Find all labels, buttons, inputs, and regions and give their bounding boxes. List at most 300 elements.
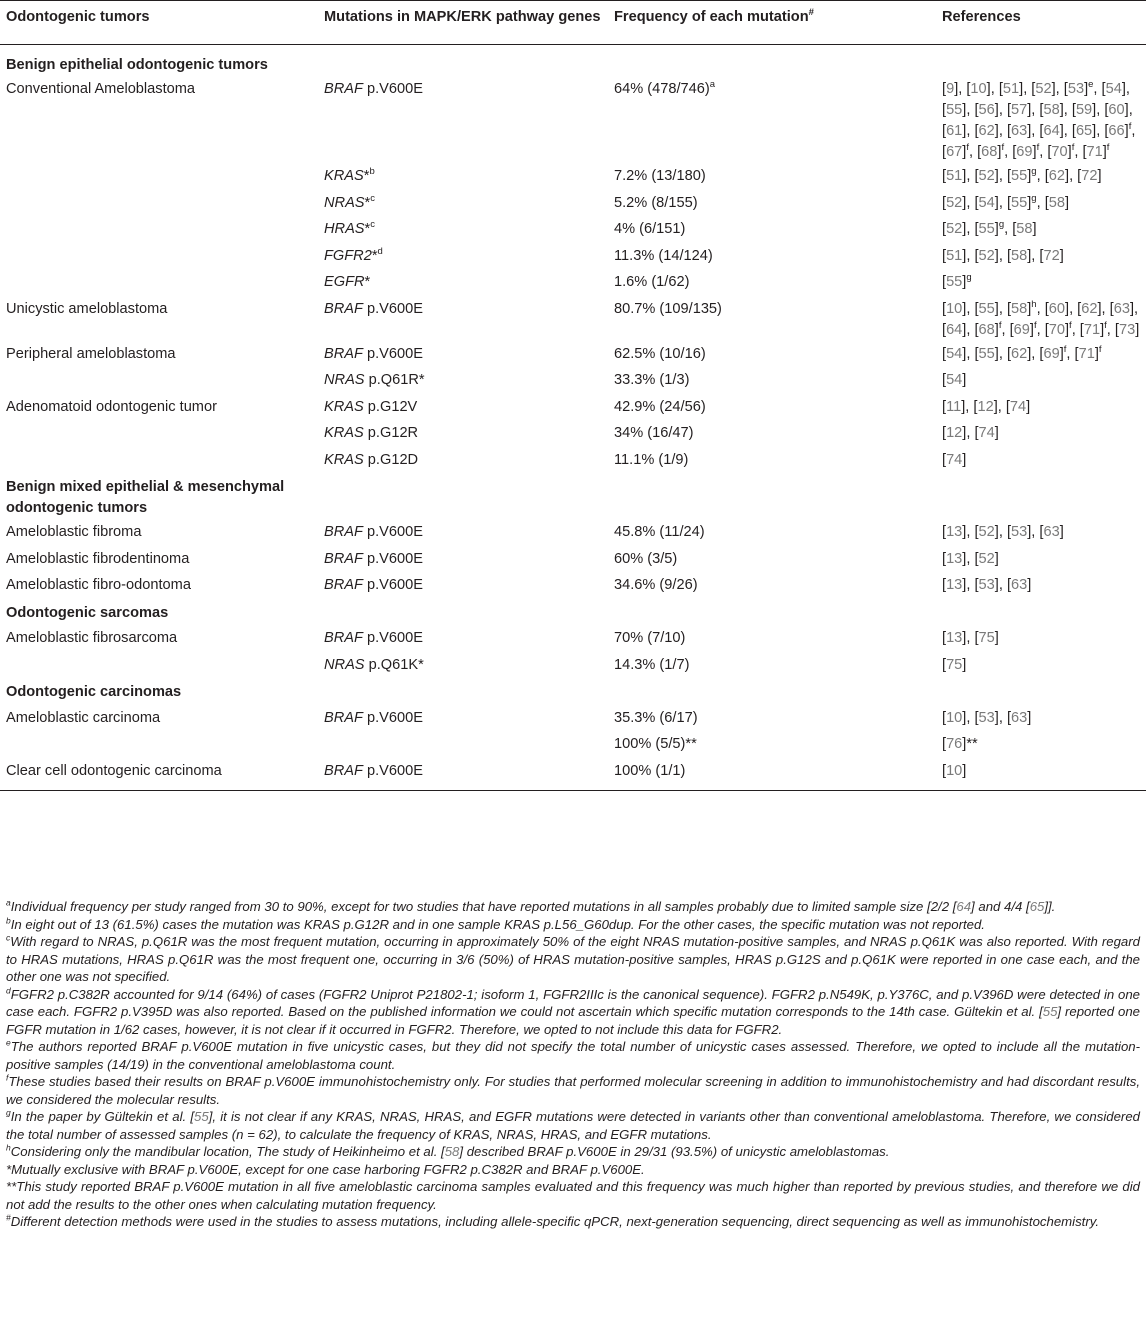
- reference: [75]: [974, 630, 999, 646]
- reference: [62]: [1044, 168, 1070, 184]
- reference-number: 12: [977, 398, 994, 415]
- reference-number: 64: [946, 321, 963, 338]
- tumor-cell: [0, 367, 318, 394]
- frequency-value: 11.1% (1/9): [614, 451, 689, 468]
- reference-number: 55: [194, 1109, 209, 1124]
- tumor-cell: [0, 163, 318, 190]
- frequency-value: 45.8% (11/24): [614, 524, 705, 540]
- reference-number: 56: [978, 102, 995, 118]
- reference: [52]: [974, 550, 999, 567]
- frequency-value: 64% (478/746): [614, 81, 710, 97]
- mutation-cell: [318, 341, 608, 368]
- reference-number: 64: [956, 899, 972, 914]
- tumor-cell: [0, 652, 318, 679]
- tumor-cell: [0, 447, 318, 474]
- reference: [52]: [974, 524, 999, 540]
- reference-number: 61: [946, 123, 963, 139]
- reference: [72]: [1077, 168, 1102, 184]
- table-body: [0, 45, 1146, 791]
- references-cell: [9], [10], [51], [52], $[53]^e$, [54], [55], [56], [57], [58], [59], [60], [61], [62], [63], [64], [65], $[66]^f$, $[67]^f$, $[68]^f$, $[69]^f$, $[70]^f$, $[71]^f$: [942, 79, 1136, 160]
- mutation-cell: [318, 705, 608, 732]
- empty-cell: [318, 473, 608, 519]
- reference: $[69]^f$: [1009, 319, 1037, 338]
- reference: [59]: [1071, 102, 1097, 118]
- footnote: $^h$Considering only the mandibular location, The study of Heikinheimo et al. [58] described BRAF p.V600E in 29/31 (93.5%) of unicystic ameloblastomas.: [6, 1142, 890, 1159]
- asterisk: *: [364, 221, 371, 237]
- reference: [52]: [942, 221, 967, 237]
- frequency-value: 5.2% (8/155): [614, 194, 698, 211]
- reference-number: 13: [946, 524, 963, 540]
- footnote-mark: f: [1104, 319, 1107, 331]
- reference: [52]: [1031, 81, 1056, 97]
- reference-number: 58: [1011, 300, 1028, 317]
- reference: [13]: [942, 524, 967, 540]
- reference: [63]: [1006, 123, 1032, 139]
- reference-number: 65: [1029, 899, 1045, 914]
- reference-number: 55: [1011, 168, 1028, 184]
- tumor-cell: Ameloblastic carcinoma: [6, 709, 161, 726]
- reference: [65]: [1071, 123, 1097, 139]
- reference: $[55]^g$: [942, 272, 972, 290]
- reference-number: 52: [1035, 81, 1052, 97]
- reference-number: 72: [1043, 247, 1060, 264]
- reference-number: 10: [946, 762, 963, 779]
- reference: $[68]^f$: [974, 319, 1002, 338]
- reference-number: 63: [1011, 577, 1028, 593]
- footnote-mark: h: [1031, 298, 1037, 310]
- reference-number: 52: [978, 247, 995, 264]
- tumor-cell: Conventional Ameloblastoma: [6, 81, 196, 97]
- reference-number: 52: [978, 168, 995, 184]
- frequency-cell: [608, 341, 936, 368]
- variant: p.G12V: [363, 398, 418, 415]
- gene-name: BRAF: [324, 81, 363, 97]
- asterisk: *: [364, 194, 371, 211]
- reference-number: 54: [1105, 81, 1122, 97]
- mutation-cell: [318, 731, 608, 758]
- table-row: [0, 296, 1146, 341]
- reference-number: 57: [1011, 102, 1028, 118]
- references-cell: [936, 652, 1146, 679]
- reference: [54]: [942, 372, 967, 388]
- reference-number: 62: [1011, 345, 1028, 362]
- frequency-cell: [608, 394, 936, 421]
- frequency-cell: [608, 625, 936, 652]
- references-cell: [10], [53], [63]: [942, 709, 1032, 726]
- reference-number: 58: [1048, 194, 1065, 211]
- reference-number: 59: [1075, 102, 1093, 118]
- reference-number: 58: [444, 1144, 460, 1159]
- header-mutations: Mutations in MAPK/ERK pathway genes: [318, 1, 608, 45]
- mutation-cell: [318, 216, 608, 243]
- mutation-cell: [318, 367, 608, 394]
- reference-number: 63: [1043, 524, 1060, 540]
- asterisk: *: [363, 168, 370, 184]
- variant: p.V600E: [362, 345, 423, 362]
- frequency-cell: [608, 420, 936, 447]
- gene-name: KRAS: [324, 451, 364, 468]
- footnote: $^a$Individual frequency per study ranged from 30 to 90%, except for two studies that have reported mutations in all samples probably due to limited sample size [2/2 [64] and 4/4 [65]].: [6, 897, 1056, 914]
- reference: [76]**: [942, 736, 978, 752]
- gene-name: NRAS: [324, 194, 365, 211]
- reference: [63]: [1039, 524, 1064, 540]
- variant: p.Q61K*: [364, 656, 424, 673]
- reference: [64]: [1039, 123, 1064, 139]
- frequency-cell: [608, 190, 936, 217]
- reference: $[70]^f$: [1047, 142, 1075, 160]
- reference-number: 54: [946, 345, 963, 362]
- mutation-cell: [318, 758, 608, 791]
- reference-number: 54: [978, 194, 995, 211]
- reference: [13]: [942, 630, 967, 646]
- frequency-value: 100% (5/5)**: [614, 736, 697, 752]
- gene-name: HRAS: [324, 221, 365, 237]
- reference-number: 69: [1016, 144, 1033, 160]
- gene-name: NRAS: [324, 656, 365, 673]
- empty-cell: [608, 473, 936, 519]
- reference: [12]: [942, 425, 967, 441]
- reference: [55]: [974, 345, 999, 362]
- footnote: $^d$FGFR2 p.C382R accounted for 9/14 (64%) of cases (FGFR2 Uniprot P21802-1; isoform 1, FGFR2IIIc is the canonical sequence). FGFR2 p.N549K, p.Y376C, and p.V396D were detected in one case each. FGFR2 p.V395D was also reported. Based on the published information we could not ascertain which specific mutation corresponds to the 14th case. Gültekin et al. [55] reported one FGFR mutation in 1/62 cases, however, it is not clear if it occurred in FGFR2. Therefore, we opted to not include this data for FGFR2.: [6, 985, 1140, 1037]
- reference: [11]: [942, 398, 966, 415]
- table-row: [0, 705, 1146, 732]
- reference: [13]: [942, 577, 967, 593]
- mutation-cell: [318, 76, 608, 163]
- tumor-cell: [0, 216, 318, 243]
- reference-number: 62: [978, 123, 995, 139]
- reference: [74]: [942, 451, 967, 468]
- reference: [54]: [1101, 81, 1126, 97]
- reference: [10]: [942, 762, 967, 779]
- frequency-cell: [608, 296, 936, 341]
- tumor-cell: Ameloblastic fibrodentinoma: [6, 550, 190, 567]
- footnote-mark: a: [709, 79, 716, 91]
- variant: p.V600E: [362, 524, 423, 540]
- footnote-mark: g: [1031, 166, 1037, 178]
- reference-number: 55: [978, 221, 995, 237]
- footnote-mark: f: [6, 1072, 9, 1083]
- frequency-cell: [608, 269, 936, 296]
- tumor-cell: [0, 420, 318, 447]
- reference-number: 74: [1009, 398, 1027, 415]
- footnote-mark: e: [6, 1037, 11, 1048]
- table-row: [0, 163, 1146, 190]
- variant: p.V600E: [362, 762, 423, 779]
- reference-number: 60: [1108, 102, 1125, 118]
- mutation-cell: [318, 572, 608, 599]
- reference: [55]: [974, 300, 999, 317]
- references-cell: [936, 447, 1146, 474]
- reference: [52]: [942, 194, 967, 211]
- reference: [9]: [942, 81, 959, 97]
- references-cell: [13], [53], [63]: [942, 577, 1032, 593]
- footnote: $^f$These studies based their results on BRAF p.V600E immunohistochemistry only. For studies that performed molecular screening in addition to immunohistochemistry and had discordant results, we considered the molecular results.: [6, 1072, 1140, 1107]
- gene-name: BRAF: [324, 577, 363, 593]
- empty-cell: [318, 45, 608, 77]
- footnote: **This study reported BRAF p.V600E mutation in all five ameloblastic carcinoma samples evaluated and this frequency was much higher than reported by previous studies, and therefore we did not add the results to the other ones when calculating mutation frequency.: [6, 1179, 1140, 1212]
- variant: p.G12R: [363, 425, 419, 441]
- table-row: [0, 758, 1146, 791]
- reference: [10]: [942, 709, 967, 726]
- reference: $[68]^f$: [977, 142, 1005, 160]
- references-cell: [13], [75]: [942, 630, 999, 646]
- frequency-value: 34% (16/47): [614, 425, 694, 441]
- empty-cell: [318, 599, 608, 626]
- reference-number: 11: [946, 398, 962, 415]
- section-row: [0, 678, 1146, 705]
- reference-number: 66: [1108, 123, 1125, 139]
- section-row: [0, 45, 1146, 77]
- reference: [58]: [1044, 194, 1070, 211]
- references-cell: [936, 731, 1146, 758]
- reference: [54]: [942, 345, 967, 362]
- reference-number: 70: [1051, 144, 1068, 160]
- footnote-mark: c: [6, 932, 11, 943]
- reference-number: 53: [1011, 524, 1028, 540]
- header-frequency: Frequency of each mutation#: [608, 1, 936, 45]
- table-row: [0, 243, 1146, 270]
- frequency-value: 80.7% (109/135): [614, 300, 722, 317]
- references-cell: [11], [12], [74]: [942, 398, 1031, 415]
- footnote-mark: f: [1001, 142, 1005, 154]
- empty-cell: [936, 678, 1146, 705]
- reference: [51]: [998, 81, 1024, 97]
- reference: [51]: [942, 168, 967, 184]
- empty-cell: [608, 599, 936, 626]
- table-row: [0, 731, 1146, 758]
- variant: p.Q61R*: [364, 372, 425, 388]
- reference: $[71]^f$: [1082, 142, 1110, 160]
- reference: $[58]^h$: [1006, 298, 1037, 317]
- table-row: [0, 519, 1146, 546]
- footnote-mark: f: [1063, 343, 1067, 355]
- footnote-mark: g: [998, 219, 1005, 231]
- reference: [53]: [1006, 524, 1032, 540]
- mutation-cell: [318, 652, 608, 679]
- footnote-mark: b: [369, 166, 375, 178]
- frequency-value: 11.3% (14/124): [614, 247, 713, 264]
- tumor-cell: Ameloblastic fibroma: [6, 524, 142, 540]
- empty-cell: [936, 599, 1146, 626]
- reference-number: 53: [1067, 81, 1085, 97]
- reference-number: 75: [978, 630, 995, 646]
- reference: [58]: [1012, 221, 1037, 237]
- footnote-mark: f: [1128, 121, 1132, 133]
- variant: *: [364, 274, 371, 290]
- reference: [56]: [974, 102, 999, 118]
- reference: [63]: [1006, 577, 1032, 593]
- section-title: Odontogenic carcinomas: [6, 684, 182, 700]
- reference-number: 55: [946, 274, 963, 290]
- footnote-mark: d: [6, 985, 11, 996]
- reference: [12]: [973, 398, 998, 415]
- section-title: Benign epithelial odontogenic tumors: [6, 57, 268, 73]
- references-cell: [54], [55], [62], $[69]^f$, $[71]^f$: [942, 343, 1102, 362]
- reference: [74]: [1005, 398, 1031, 415]
- footnote: $^e$The authors reported BRAF p.V600E mutation in five unicystic cases, but they did not specify the total number of unicystic cases assessed. Therefore, we opted to include all the mutation-positive samples (14/19) in the conventional ameloblastoma count.: [6, 1037, 1140, 1072]
- reference: [58]: [1006, 247, 1032, 264]
- reference: [55]: [942, 102, 967, 118]
- reference: [75]: [942, 656, 967, 673]
- reference-number: 51: [946, 247, 963, 264]
- variant: p.G12D: [363, 451, 419, 468]
- reference: [54]: [974, 194, 999, 211]
- table-row: [0, 216, 1146, 243]
- reference: $[71]^f$: [1074, 343, 1102, 362]
- reference: [61]: [942, 123, 967, 139]
- table-row: [0, 76, 1146, 163]
- mutation-cell: [318, 243, 608, 270]
- mutation-cell: [318, 269, 608, 296]
- frequency-cell: [608, 652, 936, 679]
- frequency-value: 34.6% (9/26): [614, 577, 698, 593]
- reference: $[69]^f$: [1039, 343, 1067, 362]
- tumor-cell: [0, 731, 318, 758]
- frequency-cell: [608, 731, 936, 758]
- frequency-cell: [608, 163, 936, 190]
- reference-number: 55: [1042, 1004, 1058, 1019]
- reference-number: 52: [978, 524, 995, 540]
- footnote: $^c$With regard to NRAS, p.Q61R was the most frequent mutation, occurring in approximately 50% of the eight NRAS mutation-positive samples, and NRAS p.Q61K was also reported. With regard to HRAS mutations, HRAS p.Q61R was the most frequent one, occurring in 3/6 (50%) of HRAS mutation-positive samples, HRAS p.G12S and p.Q61K were reported in one case each, and the other one was not specified.: [6, 932, 1140, 984]
- gene-name: EGFR: [324, 274, 365, 290]
- reference-number: 53: [978, 577, 995, 593]
- tumor-cell: Clear cell odontogenic carcinoma: [0, 758, 318, 791]
- gene-name: KRAS: [324, 398, 364, 415]
- frequency-value: 14.3% (1/7): [614, 656, 690, 673]
- gene-name: BRAF: [324, 550, 363, 567]
- tumor-cell: Ameloblastic fibro-odontoma: [6, 577, 191, 593]
- reference: [52]: [974, 168, 999, 184]
- reference-number: 13: [946, 550, 963, 567]
- empty-cell: [608, 45, 936, 77]
- reference-number: 52: [946, 221, 963, 237]
- tumor-cell: [0, 190, 318, 217]
- footnote: $^b$In eight out of 13 (61.5%) cases the mutation was KRAS p.G12R and in one sample KRAS p.L56_G60dup. For the other cases, the specific mutation was not reported.: [6, 915, 985, 932]
- reference-number: 75: [946, 656, 963, 673]
- reference-number: 62: [1081, 300, 1098, 317]
- gene-name: BRAF: [324, 524, 363, 540]
- footnote: #Different detection methods were used in the studies to assess mutations, including allele-specific qPCR, next-generation sequencing, direct sequencing as well as immunohistochemistry.: [6, 1212, 1100, 1229]
- gene-name: KRAS: [324, 425, 364, 441]
- frequency-value: 60% (3/5): [614, 550, 678, 567]
- reference-number: 10: [946, 300, 963, 317]
- reference: $[55]^g$: [1006, 192, 1037, 211]
- variant: p.V600E: [362, 630, 423, 646]
- reference-number: 9: [946, 81, 955, 97]
- reference-number: 72: [1081, 168, 1098, 184]
- reference: $[55]^g$: [1006, 166, 1037, 184]
- references-cell: [10], [55], $[58]^h$, [60], [62], [63], [64], $[68]^f$, $[69]^f$, $[70]^f$, $[71]^f$, [73]: [942, 298, 1140, 338]
- header-references: References: [936, 1, 1146, 45]
- references-cell: [13], [52], [53], [63]: [942, 524, 1064, 540]
- reference: [63]: [1109, 300, 1134, 317]
- header-tumors: Odontogenic tumors: [0, 1, 318, 45]
- footnote-mark: b: [6, 915, 11, 926]
- reference: $[53]^e$: [1063, 79, 1094, 97]
- footnote-mark: g: [6, 1107, 11, 1118]
- frequency-value: 7.2% (13/180): [614, 168, 706, 184]
- reference: [58]: [1039, 102, 1064, 118]
- reference: [64]: [942, 321, 967, 338]
- reference: [51]: [942, 247, 967, 264]
- reference: $[55]^g$: [974, 219, 1005, 237]
- reference-number: 68: [978, 321, 995, 338]
- reference-number: 67: [946, 144, 963, 160]
- table-row: [0, 367, 1146, 394]
- reference: [60]: [1044, 300, 1070, 317]
- reference-number: 58: [1016, 221, 1033, 237]
- reference: $[66]^f$: [1104, 121, 1132, 139]
- footnote-mark: f: [998, 319, 1002, 331]
- gene-name: BRAF: [324, 300, 363, 317]
- frequency-value: 1.6% (1/62): [614, 274, 690, 290]
- footnote-mark: f: [1033, 319, 1037, 331]
- reference: [74]: [974, 425, 999, 441]
- footnote-mark: d: [377, 245, 383, 257]
- reference: $[70]^f$: [1044, 319, 1072, 338]
- empty-cell: [936, 45, 1146, 77]
- table-row: [0, 652, 1146, 679]
- section-title: Odontogenic sarcomas: [6, 604, 169, 621]
- reference-number: 53: [978, 709, 995, 726]
- reference-number: 13: [946, 577, 963, 593]
- gene-name: KRAS: [324, 168, 364, 184]
- references-cell: [52], $[55]^g$, [58]: [942, 219, 1037, 237]
- mutation-cell: [318, 163, 608, 190]
- reference-number: 62: [1048, 168, 1065, 184]
- tumor-cell: Ameloblastic fibrosarcoma: [6, 630, 178, 646]
- reference-number: 63: [1113, 300, 1130, 317]
- gene-name: BRAF: [324, 630, 363, 646]
- reference-number: 52: [978, 550, 995, 567]
- section-title: Benign mixed epithelial & mesenchymal odontogenic tumors: [6, 479, 285, 516]
- frequency-value: 100% (1/1): [614, 762, 686, 779]
- frequency-cell: [608, 76, 936, 163]
- empty-cell: [318, 678, 608, 705]
- gene-name: FGFR2: [324, 247, 372, 264]
- table-row: [0, 394, 1146, 421]
- footnote-mark: c: [370, 192, 375, 204]
- footnote-mark: a: [6, 897, 11, 908]
- frequency-cell: [608, 243, 936, 270]
- reference-number: 52: [946, 194, 963, 211]
- reference-number: 55: [946, 102, 963, 118]
- reference-number: 65: [1075, 123, 1093, 139]
- footnote-mark: h: [6, 1142, 11, 1153]
- tumor-cell: [0, 269, 318, 296]
- table-row: [0, 625, 1146, 652]
- mutation-cell: [318, 447, 608, 474]
- reference: [63]: [1006, 709, 1032, 726]
- reference: $[69]^f$: [1012, 142, 1040, 160]
- footnotes: [6, 898, 1140, 1231]
- empty-cell: [936, 473, 1146, 519]
- table-row: [0, 420, 1146, 447]
- reference-number: 71: [1083, 321, 1101, 338]
- references-cell: [52], [54], $[55]^g$, [58]: [942, 192, 1070, 211]
- variant: p.V600E: [362, 300, 423, 317]
- footnote-mark: g: [966, 272, 972, 284]
- reference: [60]: [1104, 102, 1129, 118]
- mutation-cell: [318, 296, 608, 341]
- reference-number: 64: [1043, 123, 1060, 139]
- gene-name: BRAF: [324, 762, 363, 779]
- variant: p.V600E: [362, 577, 423, 593]
- empty-cell: [608, 678, 936, 705]
- reference: [62]: [1006, 345, 1032, 362]
- frequency-value: 42.9% (24/56): [614, 398, 706, 415]
- table-row: [0, 341, 1146, 368]
